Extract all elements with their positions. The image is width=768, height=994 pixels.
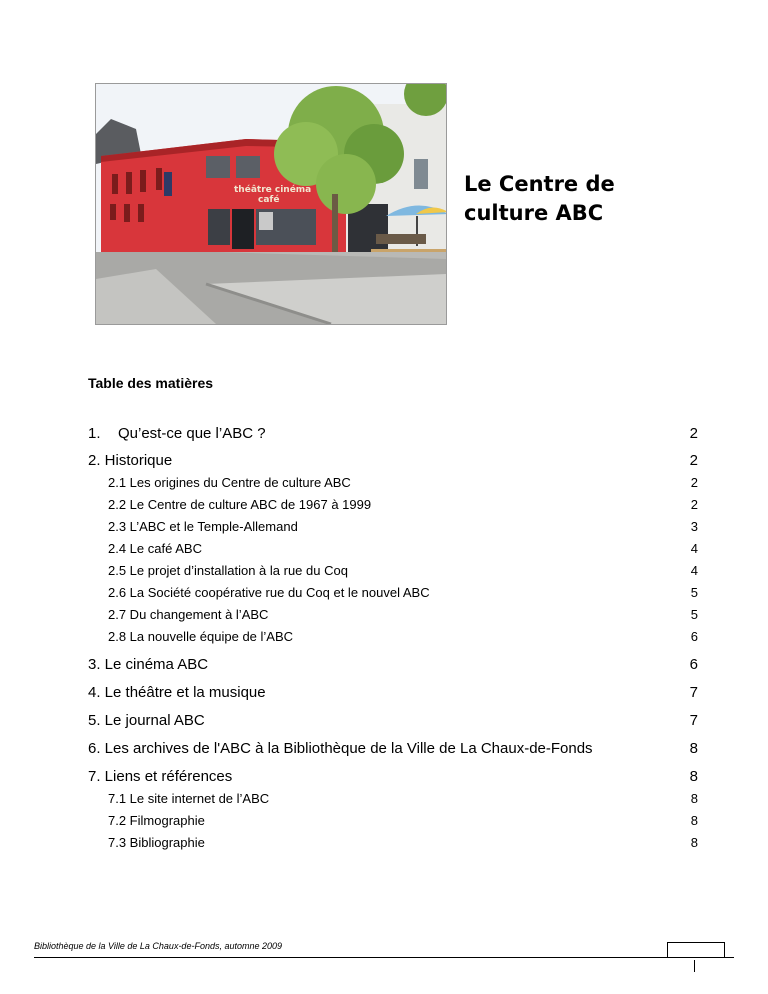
toc-subentry[interactable]	[88, 541, 698, 556]
toc-entry-label: 2.3 L’ABC et le Temple-Allemand	[108, 519, 298, 534]
footer-text: Bibliothèque de la Ville de La Chaux-de-Fonds, automne 2009	[34, 941, 283, 951]
toc-subentry[interactable]	[88, 585, 698, 600]
cover-photo	[95, 83, 447, 325]
toc-entry-label: 4. Le théâtre et la musique	[88, 684, 266, 701]
toc-entry-label: 7.1 Le site internet de l’ABC	[108, 791, 270, 806]
toc-entry-page: 8	[689, 768, 698, 785]
toc-entry-page: 6	[690, 629, 698, 644]
toc-entry-page: 4	[690, 541, 698, 556]
facade-sign-line1: théâtre cinéma	[234, 185, 312, 195]
toc-entry[interactable]	[88, 740, 698, 757]
toc-entry-label: 2.7 Du changement à l’ABC	[108, 607, 269, 622]
toc-entry-page: 8	[690, 835, 698, 850]
toc-entry[interactable]	[88, 452, 698, 469]
toc-subentry[interactable]	[88, 813, 698, 828]
toc-subentry[interactable]	[88, 563, 698, 578]
toc-entry-page: 3	[690, 519, 698, 534]
toc-entry-label: 3. Le cinéma ABC	[88, 656, 209, 673]
toc-entry-label: 2.4 Le café ABC	[108, 541, 202, 556]
page-number-tab	[667, 942, 725, 957]
toc-entry-label: 5. Le journal ABC	[88, 712, 205, 729]
toc-entry-label: 7.2 Filmographie	[108, 813, 205, 828]
toc-entry-label	[88, 425, 266, 442]
toc-subentry[interactable]	[88, 629, 698, 644]
toc-entry-label: 7.3 Bibliographie	[108, 835, 205, 850]
toc-entry-page: 2	[689, 425, 698, 442]
toc-entry-label: 2.1 Les origines du Centre de culture ABC	[108, 475, 351, 490]
toc-entry-page: 8	[690, 813, 698, 828]
toc-entry-page: 7	[689, 712, 698, 729]
toc-subentry[interactable]	[88, 791, 698, 806]
toc-entry-label: 2.6 La Société coopérative rue du Coq et le nouvel ABC	[108, 585, 430, 600]
toc-subentry[interactable]	[88, 475, 698, 490]
toc-entry-page: 2	[690, 475, 698, 490]
toc-entry-label: 2.2 Le Centre de culture ABC de 1967 à 1999	[108, 497, 372, 512]
toc-entry-page: 5	[690, 607, 698, 622]
title-line-2: culture ABC	[464, 201, 604, 225]
toc-entry-page: 2	[689, 452, 698, 469]
toc-entry-page: 8	[689, 740, 698, 757]
toc-subentry[interactable]	[88, 497, 698, 512]
toc-entry-title: Qu’est-ce que l’ABC ?	[118, 425, 266, 442]
document-title	[464, 170, 615, 228]
toc-entry-label: 6. Les archives de l'ABC à la Bibliothèque de la Ville de La Chaux-de-Fonds	[88, 740, 593, 757]
toc-entry-label: 2.8 La nouvelle équipe de l’ABC	[108, 629, 294, 644]
toc-entry[interactable]	[88, 425, 698, 442]
toc-entry-label: 7. Liens et références	[88, 768, 233, 785]
toc-entry[interactable]	[88, 768, 698, 785]
toc-entry-page: 6	[689, 656, 698, 673]
toc-entry-page: 8	[690, 791, 698, 806]
toc-subentry[interactable]	[88, 519, 698, 534]
page-number	[694, 960, 695, 972]
toc-subentry[interactable]	[88, 835, 698, 850]
toc-entry-page: 4	[690, 563, 698, 578]
toc-entry-label: 2.5 Le projet d’installation à la rue du Coq	[108, 563, 348, 578]
toc-entry[interactable]	[88, 656, 698, 673]
toc-entry-label: 2. Historique	[88, 452, 173, 469]
toc-heading: Table des matières	[88, 375, 214, 391]
facade-sign-line2: café	[258, 195, 280, 205]
footer-divider	[34, 957, 734, 958]
toc-entry[interactable]	[88, 712, 698, 729]
title-line-1: Le Centre de	[464, 172, 615, 196]
toc-entry-page: 2	[690, 497, 698, 512]
toc-entry-page: 7	[689, 684, 698, 701]
toc-entry[interactable]	[88, 684, 698, 701]
toc-subentry[interactable]	[88, 607, 698, 622]
toc-entry-page: 5	[690, 585, 698, 600]
toc-entry-number: 1.	[88, 425, 101, 442]
